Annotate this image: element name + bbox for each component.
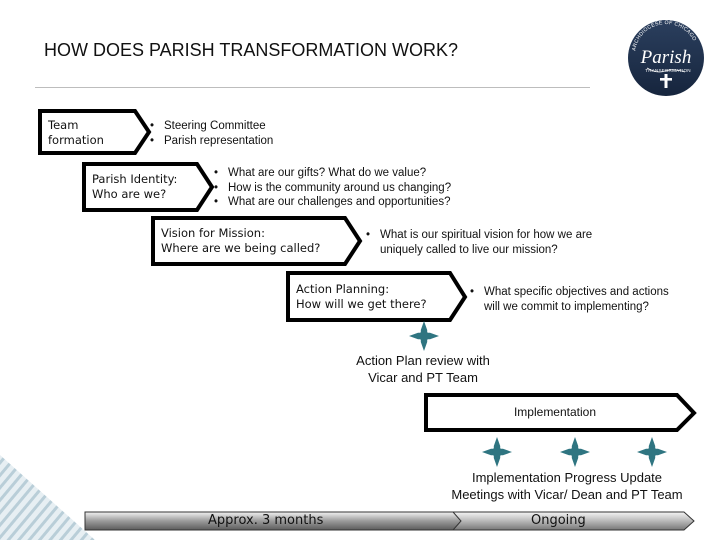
timeline-phase1-label: Approx. 3 months — [208, 513, 324, 528]
review-caption: Action Plan review with Vicar and PT Team — [356, 353, 490, 385]
implementation-label: Implementation — [513, 405, 597, 419]
timeline-phase2-label: Ongoing — [531, 513, 586, 528]
svg-text:TRANSFORMATION: TRANSFORMATION — [645, 68, 691, 73]
corner-stripes — [0, 455, 95, 540]
stage-identity-label: Parish Identity: Who are we? — [92, 172, 178, 201]
cross-marker-center — [570, 447, 580, 457]
stage-planning-label: Action Planning: How will we get there? — [296, 282, 427, 311]
bullet-item: • What is our spiritual vision for how we are uniquely called to live our mission? — [366, 228, 592, 257]
stage-team-label: Team formation — [48, 118, 104, 147]
page-title: HOW DOES PARISH TRANSFORMATION WORK? — [44, 40, 459, 60]
svg-text:Parish: Parish — [640, 47, 692, 68]
stage-vision-bullets — [366, 228, 592, 257]
bullet-item: • What specific objectives and actions will we commit to implementing? — [470, 285, 669, 314]
bullet-item: • What are our gifts? What do we value? — [214, 166, 451, 181]
stage-vision-label: Vision for Mission: Where are we being called? — [161, 226, 321, 255]
bullet-item: • Parish representation — [150, 134, 273, 149]
bullet-item: • How is the community around us changing? — [214, 181, 451, 196]
stage-planning-bullets — [470, 285, 669, 314]
stage-identity-bullets — [214, 166, 451, 210]
bullet-item: • What are our challenges and opportunities? — [214, 195, 451, 210]
cross-marker-center — [647, 447, 657, 457]
stage-team-bullets — [150, 119, 273, 148]
progress-caption: Implementation Progress Update Meetings with Vicar/ Dean and PT Team — [451, 470, 683, 502]
cross-marker-center — [419, 331, 429, 341]
cross-marker-center — [492, 447, 502, 457]
bullet-item: • Steering Committee — [150, 119, 273, 134]
svg-text:ARCHDIOCESE OF CHICAGO: ARCHDIOCESE OF CHICAGO — [631, 19, 698, 52]
